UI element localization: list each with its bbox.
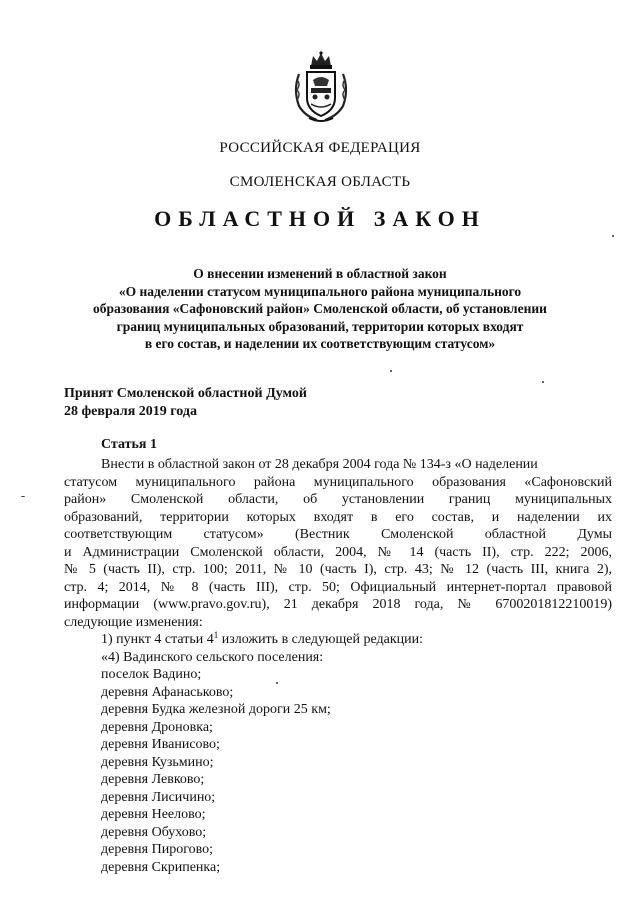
paragraph-line: и Администрации Смоленской области, 2004, № 14 (часть II), стр. 222; 2006,	[64, 544, 612, 560]
scan-speck	[612, 235, 614, 237]
settlement-item: деревня Будка железной дороги 25 км;	[101, 702, 331, 717]
settlement-item: деревня Левково;	[101, 772, 205, 787]
settlement-item: деревня Лисичино;	[101, 789, 216, 805]
adoption-body: Принят Смоленской областной Думой	[64, 386, 307, 401]
law-title-line: образования «Сафоновский район» Смоленской области, об установлении	[93, 301, 547, 316]
scan-speck	[21, 496, 25, 497]
paragraph-line: информации (www.pravo.gov.ru), 21 декабря 2018 года, № 6700201812210019)	[64, 597, 612, 612]
settlement-item: поселок Вадино;	[101, 667, 202, 682]
law-title-line: в его состав, и наделении их соответствующим статусом»	[144, 336, 496, 351]
region-name: СМОЛЕНСКАЯ ОБЛАСТЬ	[229, 174, 411, 190]
article-superscript: 1	[213, 630, 219, 640]
scan-speck	[390, 370, 392, 372]
amendment-item	[64, 631, 612, 649]
article-body	[64, 456, 612, 876]
settlement-item: деревня Неелово;	[101, 807, 206, 822]
coat-of-arms-emblem	[291, 50, 351, 126]
amendment-item-prefix: 1) пункт 4 статьи 4	[101, 632, 214, 647]
law-title-line: О внесении изменений в областной закон	[193, 266, 447, 281]
paragraph-line: соответствующим статусом» (Вестник Смоленской областной Думы	[64, 527, 612, 542]
adoption-info	[64, 385, 307, 421]
settlement-item: деревня Афанаськово;	[101, 684, 234, 700]
scan-speck	[542, 381, 544, 383]
paragraph-line: № 5 (часть II), стр. 100; 2011, № 10 (часть I), стр. 43; № 12 (часть III, книга 2),	[64, 562, 612, 577]
paragraph-line: стр. 4; 2014, № 8 (часть III), стр. 50; Официальный интернет-портал правовой	[64, 579, 612, 595]
paragraph-line: Внести в областной закон от 28 декабря 2004 года № 134-з «О наделении	[101, 457, 538, 472]
document-type: ОБЛАСТНОЙ ЗАКОН	[154, 206, 486, 231]
settlement-item: деревня Скрипенка;	[101, 859, 221, 875]
law-title	[80, 265, 560, 353]
paragraph-line: следующие изменения:	[64, 614, 203, 630]
article-heading: Статья 1	[101, 437, 157, 452]
settlement-item: деревня Кузьмино;	[101, 754, 214, 770]
settlement-item: деревня Пирогово;	[101, 842, 213, 857]
settlement-item: деревня Обухово;	[101, 824, 207, 840]
amendment-item-suffix: изложить в следующей редакции:	[218, 632, 424, 647]
settlement-heading: «4) Вадинского сельского поселения:	[101, 649, 324, 665]
law-title-line: границ муниципальных образований, территории которых входят	[116, 318, 524, 334]
scan-speck	[276, 682, 278, 684]
settlement-item: деревня Иванисово;	[101, 737, 220, 752]
paragraph-line: образований, территории которых входят в его состав, и наделении их	[64, 509, 612, 525]
paragraph-line: район» Смоленской области, об установлении границ муниципальных	[64, 492, 612, 507]
paragraph-line: статусом муниципального района муниципального образования «Сафоновский	[64, 474, 612, 490]
law-title-line: «О наделении статусом муниципального района муниципального	[118, 283, 522, 299]
settlement-item: деревня Дроновка;	[101, 719, 213, 735]
country-name: РОССИЙСКАЯ ФЕДЕРАЦИЯ	[219, 140, 421, 156]
adoption-date: 28 февраля 2019 года	[64, 404, 197, 419]
